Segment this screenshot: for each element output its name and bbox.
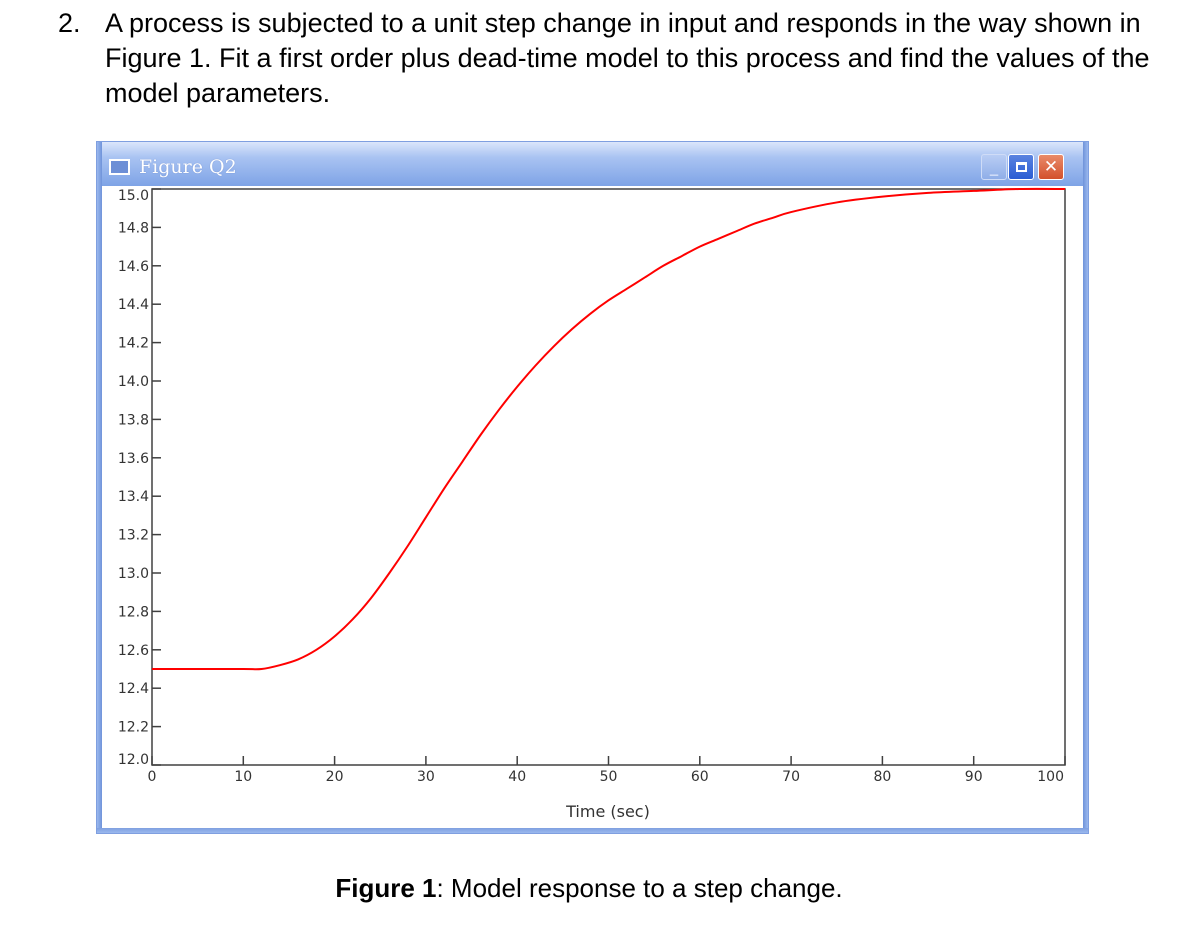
figure-window <box>96 141 1089 834</box>
y-tick-label: 12.8 <box>117 604 149 621</box>
x-tick-label: 80 <box>873 769 892 785</box>
y-tick-label: 14.2 <box>117 335 149 352</box>
minimize-icon: _ <box>989 157 999 177</box>
y-tick-label: 13.4 <box>117 489 149 506</box>
caption-text: : Model response to a step change. <box>436 873 843 903</box>
maximize-icon <box>1016 162 1027 172</box>
y-tick-label: 14.8 <box>117 220 149 237</box>
close-icon: ✕ <box>1043 157 1059 177</box>
x-tick-label: 10 <box>234 769 253 785</box>
y-tick-label: 13.6 <box>117 450 149 467</box>
plot-area <box>102 186 1082 829</box>
window-frame-bottom[interactable] <box>97 828 1088 833</box>
window-title: Figure Q2 <box>139 156 237 178</box>
x-tick-label: 70 <box>782 769 801 785</box>
y-tick-label: 14.0 <box>117 374 149 390</box>
x-tick-label: 60 <box>690 769 709 785</box>
x-tick-label: 40 <box>508 769 527 785</box>
x-tick-label: 90 <box>964 769 983 785</box>
x-tick-label: 100 <box>1037 769 1064 785</box>
window-titlebar[interactable] <box>97 142 1088 186</box>
y-tick-label: 12.2 <box>117 719 149 736</box>
close-button[interactable] <box>1038 154 1064 180</box>
window-frame-left <box>97 142 102 833</box>
question-number: 2. <box>58 8 81 38</box>
y-tick-label: 13.0 <box>117 566 149 582</box>
y-tick-label: 14.4 <box>117 297 149 314</box>
caption-label: Figure 1 <box>335 873 437 903</box>
x-tick-label: 30 <box>416 769 435 785</box>
y-tick-label: 12.6 <box>117 642 149 659</box>
window-frame-right <box>1083 142 1088 833</box>
maximize-button[interactable] <box>1008 154 1034 180</box>
axes-box <box>152 189 1065 765</box>
step-response-chart <box>102 186 1082 829</box>
y-tick-label: 14.6 <box>117 258 149 275</box>
x-tick-label: 20 <box>325 769 344 785</box>
figure-caption <box>0 873 1178 904</box>
y-tick-label: 13.2 <box>117 527 149 544</box>
y-tick-label: 15.0 <box>117 188 149 204</box>
x-axis-label: Time (sec) <box>566 802 650 821</box>
y-tick-label: 13.8 <box>117 412 149 429</box>
y-tick-label: 12.0 <box>117 752 149 768</box>
y-tick-label: 12.4 <box>117 681 149 698</box>
x-tick-label: 50 <box>599 769 618 785</box>
figure-window-icon <box>109 159 130 175</box>
minimize-button[interactable] <box>981 154 1007 180</box>
x-tick-label: 0 <box>147 769 157 785</box>
question-text: A process is subjected to a unit step change in input and responds in the way shown in Figure 1. Fit a first order plus dead-time model to this process and find the values of the model parameters. <box>105 8 1150 108</box>
